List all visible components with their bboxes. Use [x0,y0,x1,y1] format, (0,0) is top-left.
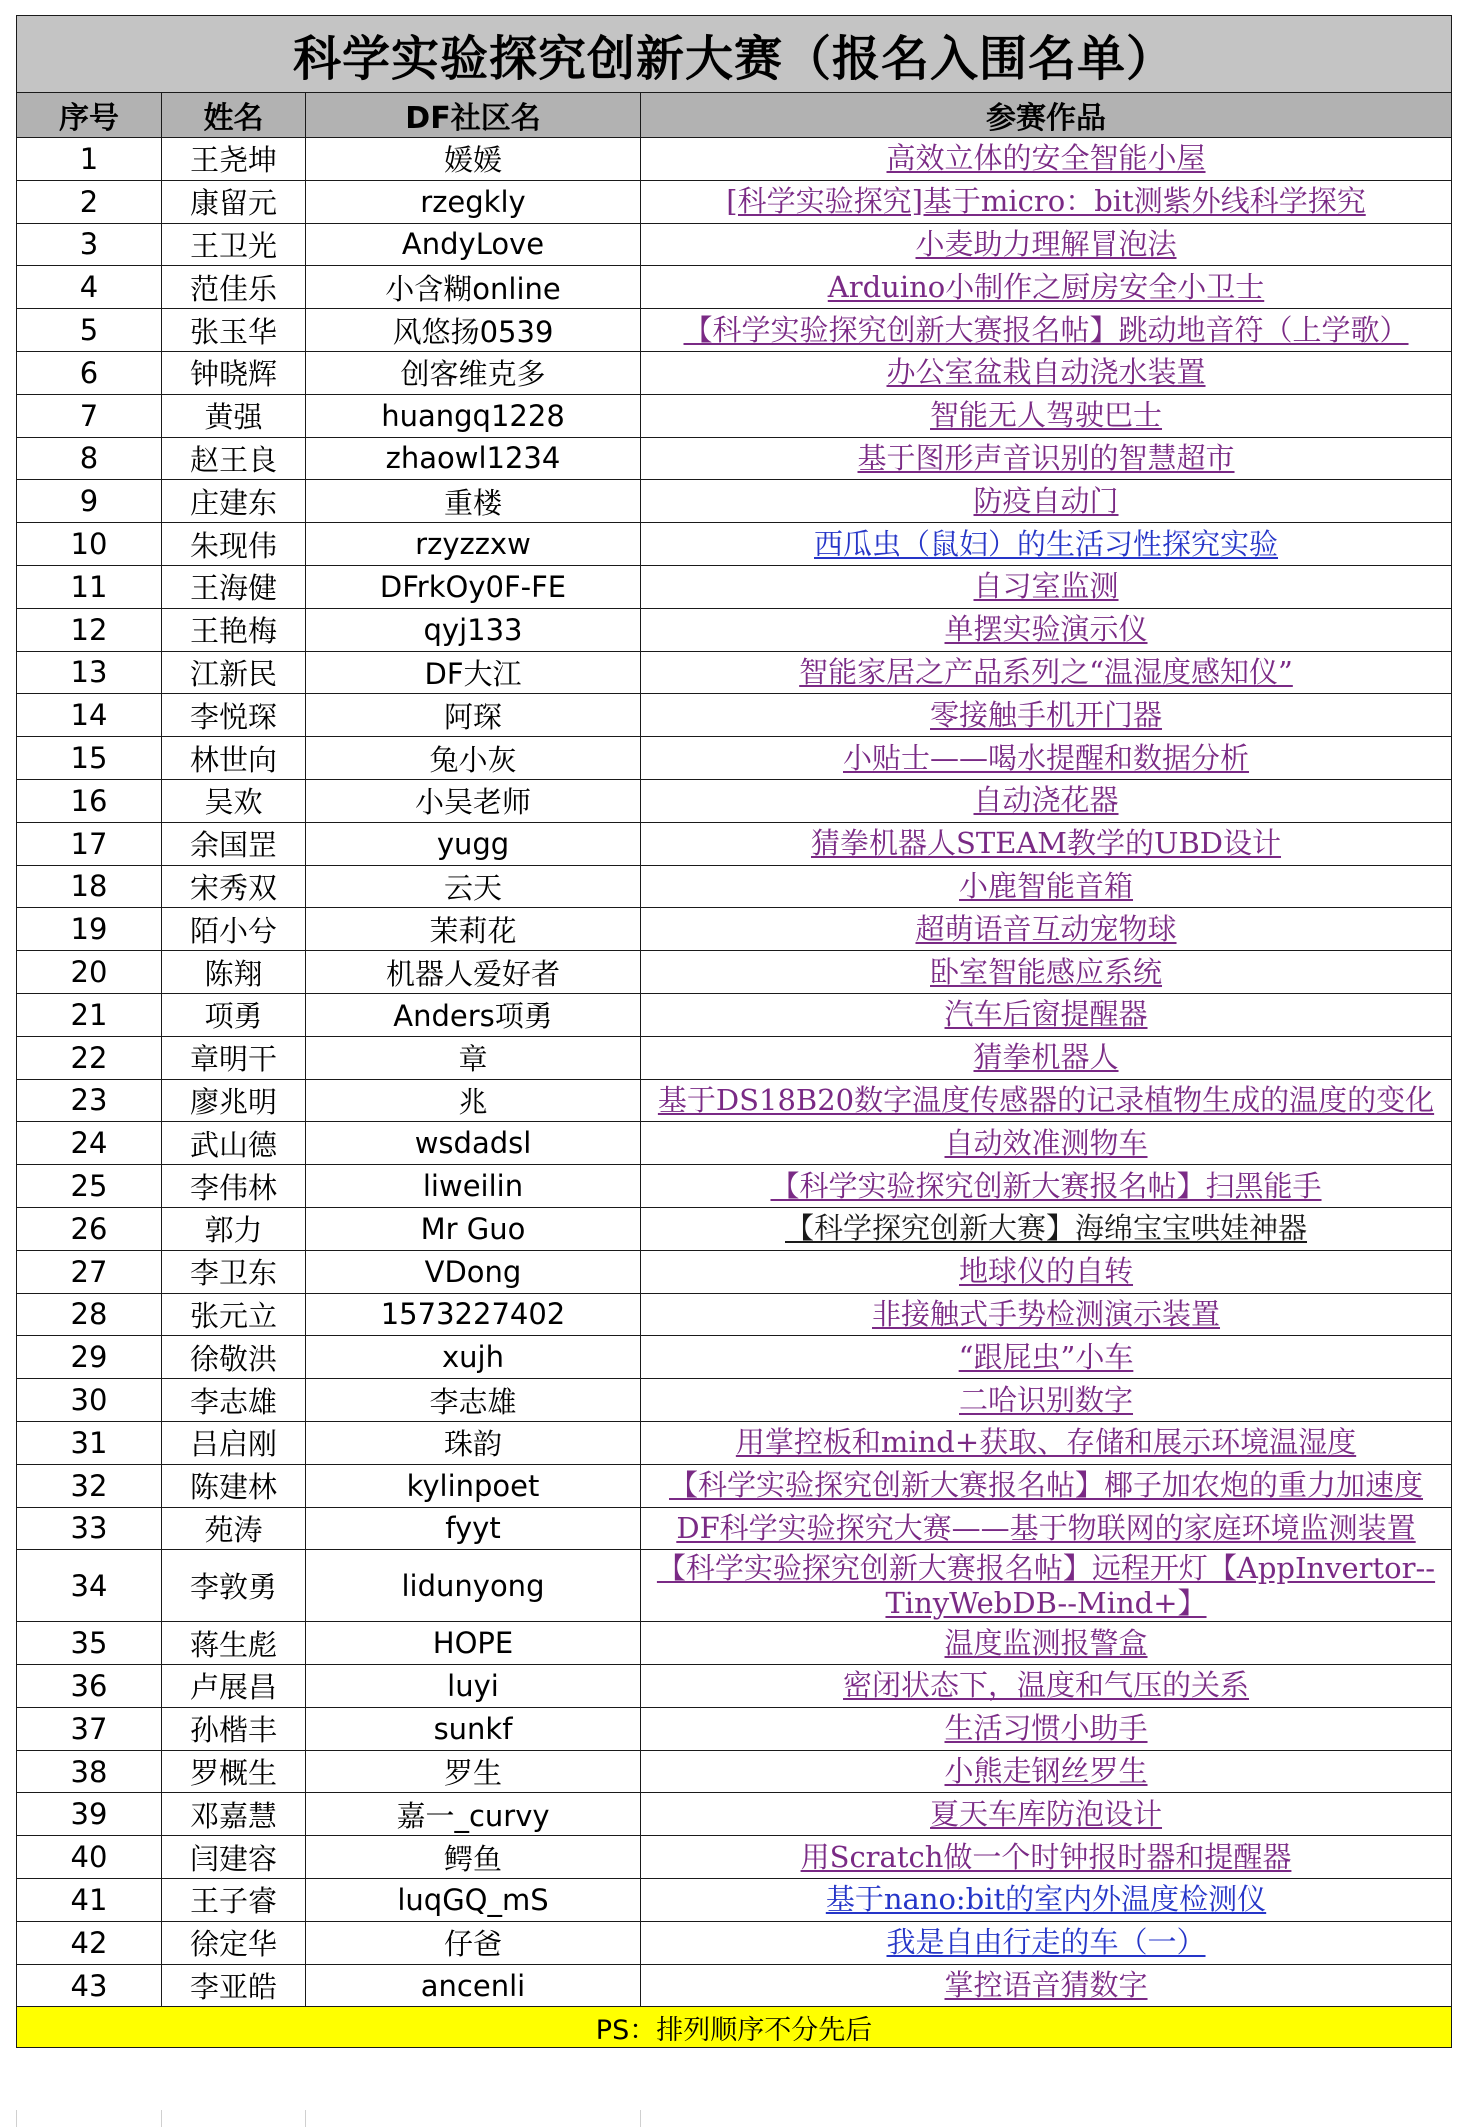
community-name: 茉莉花 [306,908,641,951]
participant-name: 蒋生彪 [162,1622,306,1665]
community-name: 重楼 [306,480,641,523]
row-number: 25 [17,1165,162,1208]
work-link[interactable]: 超萌语音互动宠物球 [915,911,1177,946]
work-link[interactable]: 智能无人驾驶巴士 [930,398,1163,433]
work-cell [641,1665,1452,1708]
work-link[interactable]: 高效立体的安全智能小屋 [886,141,1206,176]
work-link[interactable]: 掌控语音猜数字 [944,1968,1148,2003]
community-name: fyyt [306,1507,641,1550]
community-name: zhaowl1234 [306,437,641,480]
work-cell [641,651,1452,694]
row-number: 28 [17,1293,162,1336]
work-cell [641,779,1452,822]
work-link[interactable]: 用Scratch做一个时钟报时器和提醒器 [800,1839,1292,1874]
participant-name: 章明干 [162,1036,306,1079]
row-number: 7 [17,394,162,437]
participant-name: 徐敬洪 [162,1336,306,1379]
work-link[interactable]: DF科学实验探究大赛——基于物联网的家庭环境监测装置 [676,1510,1416,1545]
participant-name: 王子睿 [162,1879,306,1922]
community-name: 创客维克多 [306,351,641,394]
work-link[interactable]: 小熊走钢丝罗生 [944,1754,1148,1789]
work-cell [641,266,1452,309]
table-row [17,1964,1452,2007]
work-link[interactable]: Arduino小制作之厨房安全小卫士 [827,269,1265,304]
row-number: 42 [17,1921,162,1964]
work-cell [641,394,1452,437]
work-link[interactable]: 小鹿智能音箱 [959,868,1134,903]
participant-name: 王艳梅 [162,608,306,651]
row-number: 23 [17,1079,162,1122]
community-name: 兔小灰 [306,737,641,780]
community-name: 章 [306,1036,641,1079]
work-link[interactable]: 【科学实验探究创新大赛报名帖】远程开灯【AppInvertor--TinyWebDB--Mind+】 [656,1550,1436,1620]
community-name: 小吴老师 [306,779,641,822]
table-row [17,1036,1452,1079]
table-row [17,1293,1452,1336]
row-number: 29 [17,1336,162,1379]
work-cell [641,993,1452,1036]
work-cell [641,1964,1452,2007]
community-name: 阿琛 [306,694,641,737]
table-row [17,865,1452,908]
row-number: 41 [17,1879,162,1922]
empty-grid-row [16,2110,1452,2127]
community-name: 李志雄 [306,1379,641,1422]
row-number: 12 [17,608,162,651]
participant-name: 李伟林 [162,1165,306,1208]
work-link[interactable]: [科学实验探究]基于micro：bit测紫外线科学探究 [726,184,1366,219]
participant-name: 张玉华 [162,309,306,352]
row-number: 39 [17,1793,162,1836]
participant-name: 朱现伟 [162,523,306,566]
row-number: 34 [17,1550,162,1622]
row-number: 4 [17,266,162,309]
participant-name: 林世向 [162,737,306,780]
participant-name: 宋秀双 [162,865,306,908]
row-number: 16 [17,779,162,822]
participant-name: 庄建东 [162,480,306,523]
participant-name: 苑涛 [162,1507,306,1550]
work-cell [641,1507,1452,1550]
participant-name: 陈翔 [162,951,306,994]
footer-note: PS：排列顺序不分先后 [17,2007,1452,2048]
community-name: rzegkly [306,180,641,223]
participant-name: 康留元 [162,180,306,223]
community-name: 机器人爱好者 [306,951,641,994]
work-cell [641,1421,1452,1464]
table-row [17,394,1452,437]
row-number: 32 [17,1464,162,1507]
participant-name: 闫建容 [162,1836,306,1879]
work-link[interactable]: 西瓜虫（鼠妇）的生活习性探究实验 [814,526,1279,561]
row-number: 17 [17,822,162,865]
participant-name: 吕启刚 [162,1421,306,1464]
work-cell [641,1079,1452,1122]
work-cell [641,138,1452,181]
community-name: Anders项勇 [306,993,641,1036]
table-row [17,779,1452,822]
table-row [17,1165,1452,1208]
community-name: 媛媛 [306,138,641,181]
table-row [17,822,1452,865]
work-link[interactable]: 密闭状态下，温度和气压的关系 [843,1668,1250,1703]
row-number: 6 [17,351,162,394]
work-link[interactable]: 小麦助力理解冒泡法 [915,226,1177,261]
work-link[interactable]: 非接触式手势检测演示装置 [872,1296,1221,1331]
participant-name: 项勇 [162,993,306,1036]
sheet-title: 科学实验探究创新大赛（报名入围名单） [17,16,1452,93]
row-number: 24 [17,1122,162,1165]
community-name: lidunyong [306,1550,641,1622]
community-name: HOPE [306,1622,641,1665]
work-cell [641,523,1452,566]
community-name: liweilin [306,1165,641,1208]
work-link[interactable]: 温度监测报警盒 [944,1625,1148,1660]
participant-name: 江新民 [162,651,306,694]
row-number: 20 [17,951,162,994]
work-cell [641,1836,1452,1879]
table-row [17,1879,1452,1922]
work-link[interactable]: 【科学实验探究创新大赛报名帖】扫黑能手 [770,1168,1322,1203]
table-row [17,1379,1452,1422]
table-row [17,523,1452,566]
participant-name: 李卫东 [162,1250,306,1293]
table-row [17,1665,1452,1708]
row-number: 43 [17,1964,162,2007]
participant-name: 张元立 [162,1293,306,1336]
participant-name: 余国罡 [162,822,306,865]
work-link[interactable]: 自动浇花器 [973,783,1119,818]
community-name: DF大江 [306,651,641,694]
work-cell [641,1250,1452,1293]
work-link[interactable]: 基于nano:bit的室内外温度检测仪 [825,1882,1267,1917]
work-cell [641,608,1452,651]
work-cell [641,1750,1452,1793]
table-row [17,480,1452,523]
work-cell [641,565,1452,608]
table-row [17,565,1452,608]
community-name: yugg [306,822,641,865]
community-name: 风悠扬0539 [306,309,641,352]
community-name: qyj133 [306,608,641,651]
work-cell [641,1036,1452,1079]
row-number: 35 [17,1622,162,1665]
community-name: 仔爸 [306,1921,641,1964]
work-link[interactable]: 【科学实验探究创新大赛报名帖】跳动地音符（上学歌） [683,312,1409,347]
work-link[interactable]: 我是自由行走的车（一） [886,1925,1206,1960]
work-cell [641,480,1452,523]
work-cell [641,180,1452,223]
row-number: 13 [17,651,162,694]
work-link: 【科学探究创新大赛】海绵宝宝哄娃神器 [785,1211,1308,1246]
table-row [17,1122,1452,1165]
work-cell [641,737,1452,780]
work-cell [641,1207,1452,1250]
participant-name: 钟晓辉 [162,351,306,394]
table-row [17,1507,1452,1550]
row-number: 11 [17,565,162,608]
work-link[interactable]: 智能家居之产品系列之“温湿度感知仪” [799,654,1293,689]
table-row [17,1336,1452,1379]
work-link[interactable]: 猜拳机器人STEAM教学的UBD设计 [810,826,1282,861]
participant-name: 范佳乐 [162,266,306,309]
work-link[interactable]: 卧室智能感应系统 [930,954,1163,989]
table-row [17,1464,1452,1507]
participant-name: 徐定华 [162,1921,306,1964]
table-row [17,1250,1452,1293]
community-name: 小含糊online [306,266,641,309]
community-name: AndyLove [306,223,641,266]
participant-name: 邓嘉慧 [162,1793,306,1836]
row-number: 9 [17,480,162,523]
work-cell [641,1165,1452,1208]
table-row [17,223,1452,266]
work-cell [641,694,1452,737]
footer-row [17,2007,1452,2048]
table-row [17,993,1452,1036]
table-row [17,908,1452,951]
row-number: 18 [17,865,162,908]
work-cell [641,1122,1452,1165]
community-name: VDong [306,1250,641,1293]
participant-name: 卢展昌 [162,1665,306,1708]
row-number: 37 [17,1707,162,1750]
table-row [17,1793,1452,1836]
participant-name: 黄强 [162,394,306,437]
work-cell [641,1622,1452,1665]
table-row [17,1079,1452,1122]
header-work: 参赛作品 [641,93,1452,138]
community-name: DFrkOy0F-FE [306,565,641,608]
row-number: 2 [17,180,162,223]
community-name: kylinpoet [306,1464,641,1507]
work-cell [641,908,1452,951]
table-row [17,266,1452,309]
row-number: 14 [17,694,162,737]
table-row [17,180,1452,223]
work-link[interactable]: 自动效准测物车 [944,1125,1148,1160]
row-number: 40 [17,1836,162,1879]
community-name: 兆 [306,1079,641,1122]
row-number: 30 [17,1379,162,1422]
header-name: 姓名 [162,93,306,138]
table-row [17,138,1452,181]
community-name: luyi [306,1665,641,1708]
row-number: 27 [17,1250,162,1293]
community-name: 嘉一_curvy [306,1793,641,1836]
row-number: 10 [17,523,162,566]
table-row [17,309,1452,352]
participant-name: 李悦琛 [162,694,306,737]
work-cell [641,223,1452,266]
table-row [17,737,1452,780]
header-community: DF社区名 [306,93,641,138]
table-row [17,1622,1452,1665]
table-row [17,651,1452,694]
work-cell [641,1550,1452,1622]
work-link[interactable]: 地球仪的自转 [959,1254,1134,1289]
participant-name: 王尧坤 [162,138,306,181]
work-link[interactable]: 基于图形声音识别的智慧超市 [857,440,1235,475]
work-link[interactable]: 【科学实验探究创新大赛报名帖】椰子加农炮的重力加速度 [669,1468,1424,1503]
header-number: 序号 [17,93,162,138]
work-cell [641,1879,1452,1922]
participant-name: 吴欢 [162,779,306,822]
work-link[interactable]: 单摆实验演示仪 [944,612,1148,647]
work-link[interactable]: 夏天车库防泡设计 [930,1796,1163,1831]
row-number: 33 [17,1507,162,1550]
participant-name: 陌小兮 [162,908,306,951]
participant-name: 廖兆明 [162,1079,306,1122]
row-number: 31 [17,1421,162,1464]
table-row [17,1836,1452,1879]
row-number: 26 [17,1207,162,1250]
entry-list-table [16,15,1452,2048]
table-row [17,437,1452,480]
work-cell [641,1293,1452,1336]
community-name: Mr Guo [306,1207,641,1250]
community-name: ancenli [306,1964,641,2007]
work-cell [641,951,1452,994]
row-number: 22 [17,1036,162,1079]
work-cell [641,351,1452,394]
row-number: 19 [17,908,162,951]
work-cell [641,1793,1452,1836]
row-number: 36 [17,1665,162,1708]
row-number: 21 [17,993,162,1036]
work-cell [641,1379,1452,1422]
community-name: 鳄鱼 [306,1836,641,1879]
participant-name: 孙楷丰 [162,1707,306,1750]
work-link[interactable]: 生活习惯小助手 [944,1711,1148,1746]
row-number: 1 [17,138,162,181]
work-link[interactable]: 小贴士——喝水提醒和数据分析 [843,740,1250,775]
table-row [17,1421,1452,1464]
table-row [17,951,1452,994]
work-link[interactable]: 用掌控板和mind+获取、存储和展示环境温湿度 [735,1425,1357,1460]
participant-name: 李敦勇 [162,1550,306,1622]
community-name: luqGQ_mS [306,1879,641,1922]
table-row [17,351,1452,394]
community-name: 1573227402 [306,1293,641,1336]
work-link[interactable]: 基于DS18B20数字温度传感器的记录植物生成的温度的变化 [657,1082,1435,1117]
community-name: sunkf [306,1707,641,1750]
title-row [17,16,1452,93]
work-link[interactable]: 零接触手机开门器 [930,697,1163,732]
table-row [17,1921,1452,1964]
work-cell [641,822,1452,865]
work-cell [641,1464,1452,1507]
row-number: 3 [17,223,162,266]
work-link[interactable]: 防疫自动门 [973,483,1119,518]
participant-name: 李亚皓 [162,1964,306,2007]
work-cell [641,1707,1452,1750]
row-number: 15 [17,737,162,780]
table-row [17,1750,1452,1793]
community-name: 罗生 [306,1750,641,1793]
work-link[interactable]: 办公室盆栽自动浇水装置 [886,355,1206,390]
participant-name: 李志雄 [162,1379,306,1422]
participant-name: 王卫光 [162,223,306,266]
table-row [17,1207,1452,1250]
row-number: 38 [17,1750,162,1793]
work-cell [641,309,1452,352]
community-name: 珠韵 [306,1421,641,1464]
work-cell [641,865,1452,908]
table-row [17,694,1452,737]
participant-name: 罗概生 [162,1750,306,1793]
work-link[interactable]: 二哈识别数字 [959,1382,1134,1417]
participant-name: 王海健 [162,565,306,608]
row-number: 8 [17,437,162,480]
work-cell [641,1921,1452,1964]
community-name: huangq1228 [306,394,641,437]
participant-name: 郭力 [162,1207,306,1250]
participant-name: 武山德 [162,1122,306,1165]
work-link[interactable]: 汽车后窗提醒器 [944,997,1148,1032]
community-name: wsdadsl [306,1122,641,1165]
participant-name: 陈建林 [162,1464,306,1507]
header-row [17,93,1452,138]
work-link[interactable]: 自习室监测 [973,569,1119,604]
participant-name: 赵王良 [162,437,306,480]
work-cell [641,1336,1452,1379]
community-name: xujh [306,1336,641,1379]
row-number: 5 [17,309,162,352]
community-name: 云天 [306,865,641,908]
work-cell [641,437,1452,480]
table-row [17,608,1452,651]
community-name: rzyzzxw [306,523,641,566]
table-row [17,1707,1452,1750]
work-link[interactable]: “跟屁虫”小车 [958,1339,1134,1374]
work-link[interactable]: 猜拳机器人 [973,1040,1119,1075]
table-row [17,1550,1452,1622]
